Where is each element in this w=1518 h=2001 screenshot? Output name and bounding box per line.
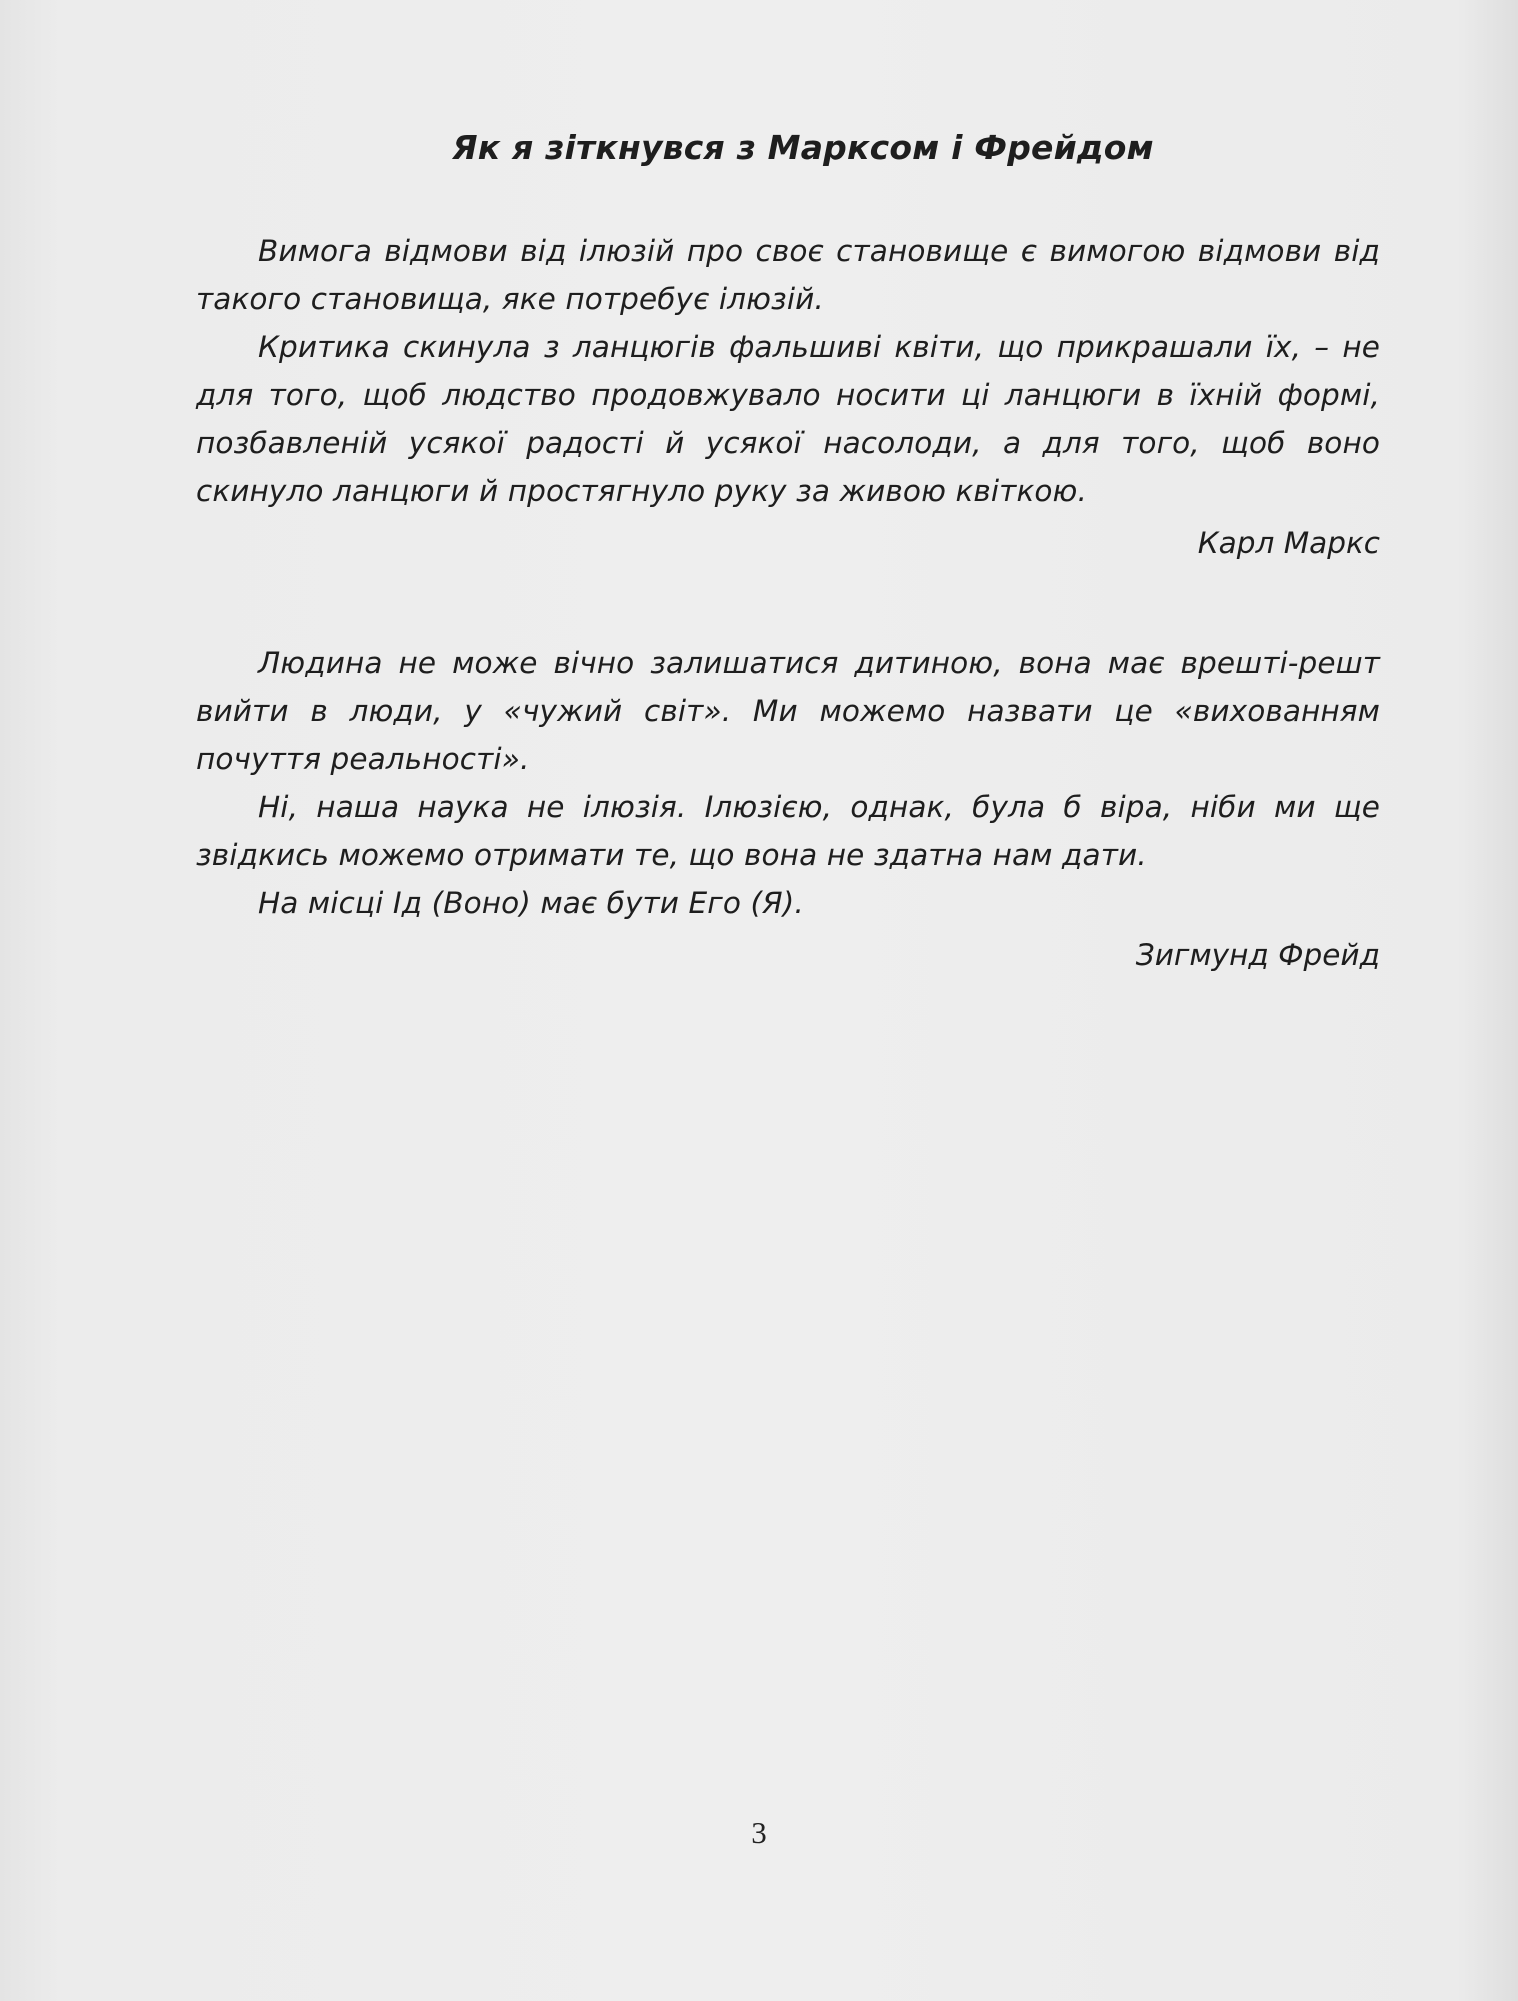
- chapter-title: Як я зіткнувся з Марксом і Фрейдом: [452, 128, 1154, 167]
- epigraph-paragraph: Людина не може вічно залишатися дитиною, вона має врешті-решт вийти в люди, у «чужий світ». Ми можемо назвати це «вихованням почуття реальності».: [196, 646, 1380, 776]
- epigraph-freud: [196, 639, 1380, 979]
- page-content: [196, 128, 1380, 979]
- epigraph-marx: [196, 227, 1380, 567]
- epigraph-paragraph: Критика скинула з ланцюгів фальшиві квіти, що прикрашали їх, – не для того, щоб людство продовжувало носити ці ланцюги в їхній формі, позбавленій усякої радості й усякої насолоди, а для того, щоб воно скинуло ланцюги й простягнуло руку за живою квіткою.: [196, 330, 1380, 508]
- epigraph-paragraph: Вимога відмови від ілюзій про своє становище є вимогою відмови від такого становища, яке потребує ілюзій.: [196, 234, 1380, 316]
- epigraph-paragraph: На місці Ід (Воно) має бути Его (Я).: [258, 886, 804, 920]
- epigraph-author: Карл Маркс: [1197, 526, 1380, 560]
- epigraph-paragraph: Ні, наша наука не ілюзія. Ілюзією, однак, була б віра, ніби ми ще звідкись можемо отримати те, що вона не здатна нам дати.: [196, 790, 1380, 872]
- page-number: 3: [751, 1815, 767, 1850]
- epigraph-author: Зигмунд Фрейд: [1135, 938, 1380, 972]
